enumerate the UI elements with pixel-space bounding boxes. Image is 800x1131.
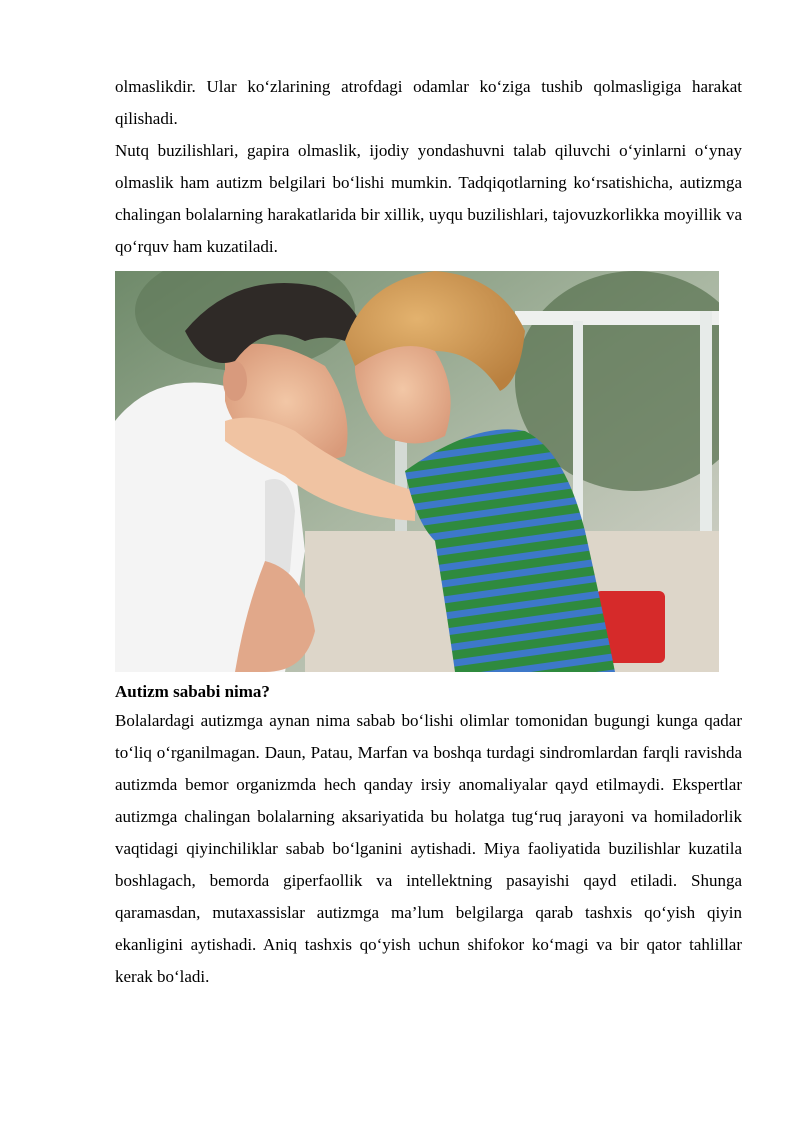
top-text-block: [115, 71, 742, 263]
father-son-photo: [115, 271, 719, 672]
section-heading: Autizm sababi nima?: [115, 682, 270, 701]
paragraph-continuation: olmaslikdir. Ular ko‘zlarining atrofdagi odamlar ko‘ziga tushib qolmasligiga harakat qilishadi.: [115, 77, 742, 128]
paragraph-speech-disorders: Nutq buzilishlari, gapira olmaslik, ijodiy yondashuvni talab qiluvchi o‘yinlarni o‘ynay olmaslik ham autizm belgilari bo‘lishi mumkin. Tadqiqotlarning ko‘rsatishicha, autizmga chalingan bolalarning harakatlarida bir xillik, uyqu buzilishlari, tajovuzkorlikka moyillik va qo‘rquv ham kuzatiladi.: [115, 141, 742, 256]
paragraph-causes: Bolalardagi autizmga aynan nima sabab bo‘lishi olimlar tomonidan bugungi kunga qadar to‘liq o‘rganilmagan. Daun, Patau, Marfan va boshqa turdagi sindromlardan farqli ravishda autizmda bemor organizmda hech qanday irsiy anomaliyalar qayd etilmaydi. Ekspertlar autizmga chalingan bolalarning aksariyatida bu holatga tug‘ruq jarayoni va homiladorlik vaqtidagi qiyinchiliklar sabab bo‘lganini aytishadi. Miya faoliyatida buzilishlar kuzatila boshlagach, bemorda giperfaollik va intellektning pasayishi qayd etiladi. Shunga qaramasdan, mutaxassislar autizmga ma’lum belgilarga qarab tashxis qo‘yish qiyin ekanligini aytishadi. Aniq tashxis qo‘yish uchun shifokor ko‘magi va bir qator tahlillar kerak bo‘ladi.: [115, 711, 742, 986]
bottom-text-block: [115, 705, 742, 993]
